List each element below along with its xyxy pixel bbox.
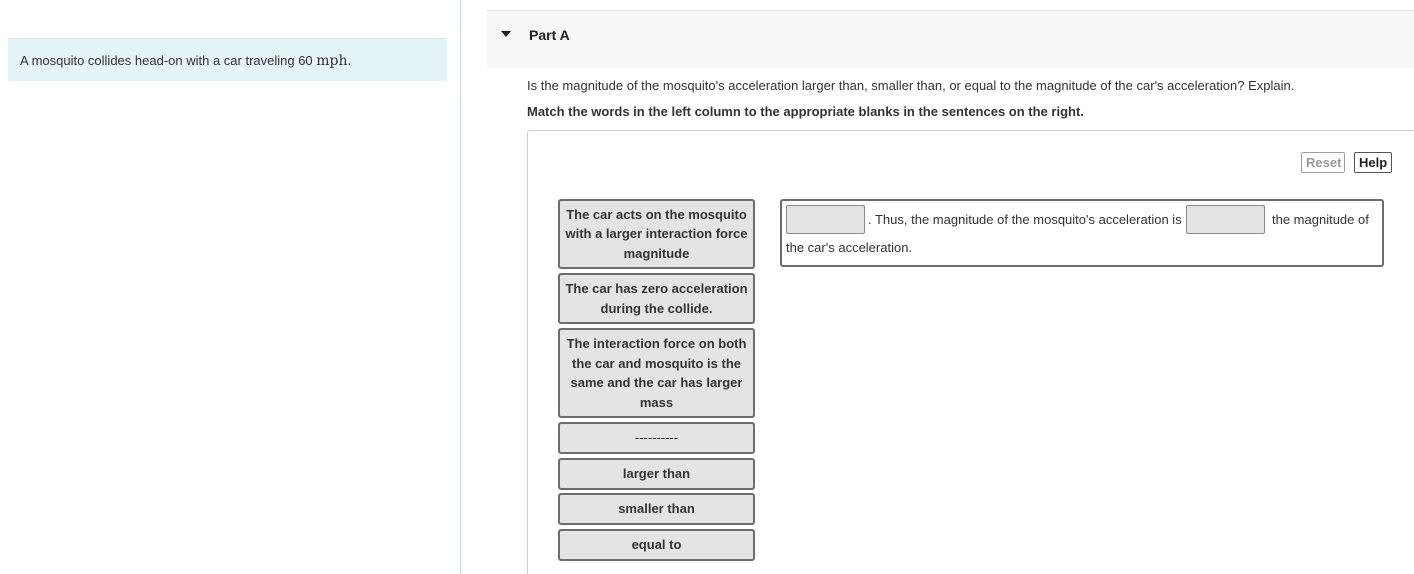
part-a-header[interactable] [487,10,1414,68]
help-button[interactable]: Help [1354,152,1392,173]
sentence-box [780,199,1384,267]
instruction-text: Match the words in the left column to the appropriate blanks in the sentences on the right. [527,104,1084,119]
answer-tile-larger-than[interactable]: larger than [558,458,755,490]
answer-tile-dashes[interactable]: ---------- [558,422,755,454]
sentence-text-1: . Thus, the magnitude of the mosquito's acceleration is [868,212,1182,227]
collapse-caret-icon[interactable] [501,31,511,37]
column-divider [460,0,461,574]
question-text: Is the magnitude of the mosquito's acceleration larger than, smaller than, or equal to the magnitude of the car's acceleration? Explain. [527,78,1295,93]
answer-tile-larger-force[interactable]: The car acts on the mosquito with a larger interaction force magnitude [558,199,755,269]
answer-tile-equal-to[interactable]: equal to [558,529,755,561]
sentence-text-2: the magnitude of [1272,212,1369,227]
drop-blank-1[interactable] [786,205,865,234]
answer-tile-zero-acceleration[interactable]: The car has zero acceleration during the collide. [558,273,755,324]
sentence-text-3: the car's acceleration. [786,240,913,255]
problem-statement: A mosquito collides head-on with a car traveling 60 mph. [8,38,447,81]
problem-text: A mosquito collides head-on with a car traveling 60 [20,53,317,68]
drop-blank-2[interactable] [1186,205,1265,234]
part-title: Part A [529,27,570,43]
answer-tile-same-force-larger-mass[interactable]: The interaction force on both the car and mosquito is the same and the car has larger mass [558,328,755,418]
problem-unit: mph [316,53,348,69]
reset-button[interactable]: Reset [1301,152,1345,173]
answer-tile-smaller-than[interactable]: smaller than [558,493,755,525]
